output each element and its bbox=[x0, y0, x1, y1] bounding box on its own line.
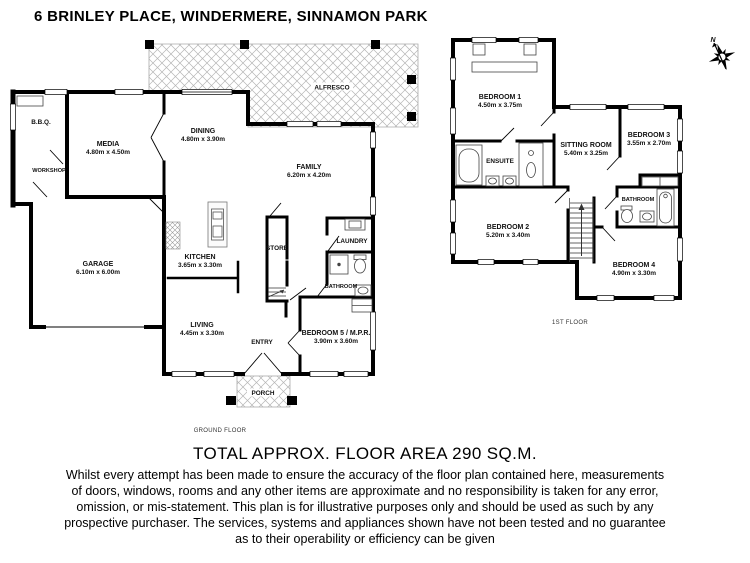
ground-floor-caption: GROUND FLOOR bbox=[193, 428, 247, 434]
laundry-sink-icon bbox=[345, 219, 365, 230]
disclaimer-text: Whilst every attempt has been made to ensure the accuracy of the floor plan contained here, measurements of doors, windows, rooms and any other items are approximate and no responsibility is taken for any error, omission, or mis-statement. This plan is for illustrative purposes only and should be used as such by any prospective purchaser. The services, systems and appliances shown have not been tested and no guarantee as to their operability or efficiency can be given bbox=[64, 468, 666, 546]
basin-icon bbox=[355, 285, 371, 296]
spa-bath-icon bbox=[456, 145, 482, 185]
room-label-sitting: SITTING ROOM bbox=[560, 142, 612, 149]
room-label-porch: PORCH bbox=[251, 390, 275, 397]
room-label-store: STORE bbox=[266, 245, 288, 252]
room-label-ensuite: ENSUITE bbox=[486, 158, 514, 165]
room-label-bedroom5: BEDROOM 5 / M.P.R. bbox=[301, 330, 371, 337]
ground-stairs bbox=[268, 288, 286, 297]
robe-cupboard bbox=[352, 299, 372, 312]
bathroom-basin-icon bbox=[640, 211, 654, 222]
kitchen-island bbox=[208, 202, 227, 247]
room-label-living: LIVING bbox=[190, 322, 214, 329]
footer bbox=[2, 444, 728, 547]
room-dims-bedroom1: 4.50m x 3.75m bbox=[477, 102, 523, 109]
room-label-bedroom4: BEDROOM 4 bbox=[612, 262, 656, 269]
room-label-laundry: LAUNDRY bbox=[336, 238, 368, 245]
room-dims-media: 4.80m x 4.50m bbox=[85, 149, 131, 156]
room-dims-bedroom4: 4.90m x 3.30m bbox=[611, 270, 657, 277]
ensuite-basin-icons bbox=[486, 176, 516, 186]
bbq-bench bbox=[17, 96, 43, 106]
shower-icon bbox=[330, 255, 348, 274]
first-floor-plan bbox=[450, 37, 682, 326]
room-dims-bedroom5: 3.90m x 3.60m bbox=[313, 338, 359, 345]
room-dims-bedroom2: 5.20m x 3.40m bbox=[485, 232, 531, 239]
room-label-bbq: B.B.Q. bbox=[31, 119, 51, 126]
room-label-dining: DINING bbox=[190, 128, 216, 135]
toilet-icon bbox=[354, 255, 366, 273]
robe-icon bbox=[642, 177, 678, 186]
compass-rose-icon bbox=[704, 37, 740, 75]
page-title: 6 BRINLEY PLACE, WINDERMERE, SINNAMON PARK bbox=[34, 8, 428, 25]
room-dims-garage: 6.10m x 6.00m bbox=[75, 269, 121, 276]
room-dims-family: 6.20m x 4.20m bbox=[286, 172, 332, 179]
room-dims-sitting: 5.40m x 3.25m bbox=[563, 150, 609, 157]
room-label-media: MEDIA bbox=[96, 141, 120, 148]
garage-door bbox=[46, 325, 144, 330]
ensuite-wc-icon bbox=[519, 143, 543, 186]
room-label-bathroom-ground: BATHROOM bbox=[324, 284, 358, 290]
alfresco-deck-hatch bbox=[149, 44, 418, 127]
room-label-workshop: WORKSHOP bbox=[32, 168, 66, 174]
room-label-entry: ENTRY bbox=[251, 339, 273, 346]
room-dims-dining: 4.80m x 3.90m bbox=[180, 136, 226, 143]
north-label: N bbox=[710, 37, 716, 44]
room-label-bathroom-first: BATHROOM bbox=[621, 197, 655, 203]
room-label-bedroom3: BEDROOM 3 bbox=[627, 132, 671, 139]
room-dims-bedroom3: 3.55m x 2.70m bbox=[626, 140, 672, 147]
room-label-bedroom2: BEDROOM 2 bbox=[486, 224, 530, 231]
room-label-kitchen: KITCHEN bbox=[184, 254, 216, 261]
first-floor-caption: 1ST FLOOR bbox=[552, 320, 588, 326]
pantry-hatch bbox=[166, 222, 180, 249]
ground-floor-plan bbox=[10, 40, 418, 434]
room-label-family: FAMILY bbox=[296, 164, 322, 171]
room-label-bedroom1: BEDROOM 1 bbox=[478, 94, 522, 101]
room-dims-living: 4.45m x 3.30m bbox=[179, 330, 225, 337]
room-label-alfresco: ALFRESCO bbox=[314, 84, 350, 92]
staircase bbox=[570, 198, 594, 262]
total-area-text: TOTAL APPROX. FLOOR AREA 290 SQ.M. bbox=[193, 444, 537, 463]
bath-icon bbox=[657, 189, 674, 226]
room-dims-kitchen: 3.65m x 3.30m bbox=[177, 262, 223, 269]
room-label-garage: GARAGE bbox=[82, 261, 114, 268]
bed-furniture bbox=[472, 44, 537, 72]
bathroom-toilet-icon bbox=[621, 206, 633, 223]
